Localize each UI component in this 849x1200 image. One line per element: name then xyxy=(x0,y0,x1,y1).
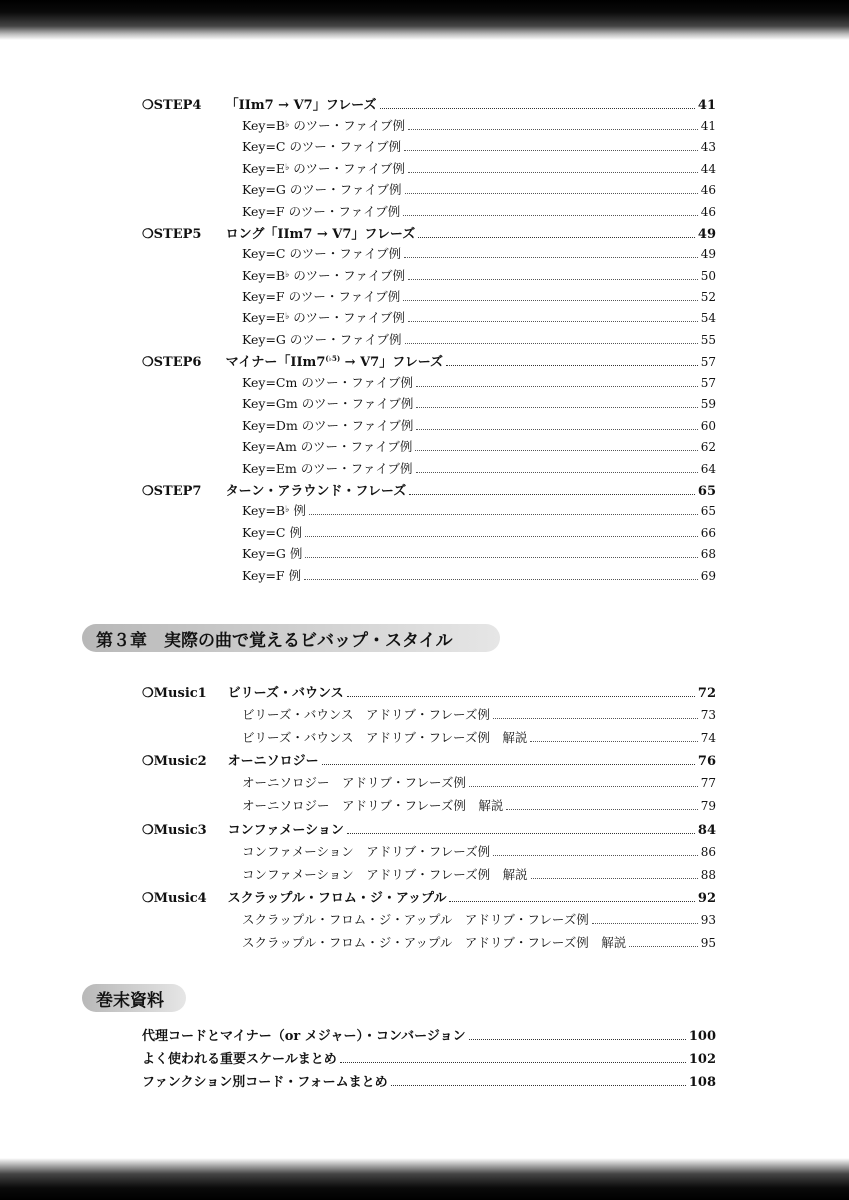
toc-subitem: コンファメーション アドリブ・フレーズ例 86 xyxy=(242,844,716,859)
dot-leader xyxy=(493,718,698,719)
toc-subitem: Key=C のツー・ファイブ例 49 xyxy=(242,246,716,261)
page-number: 55 xyxy=(700,333,716,347)
page-number: 46 xyxy=(700,183,716,197)
page-number: 102 xyxy=(688,1052,716,1067)
page-number: 50 xyxy=(700,269,716,283)
appendix-heading: 巻末資料 xyxy=(82,984,186,1012)
page-number: 49 xyxy=(697,227,716,242)
toc-subitem: Key=F のツー・ファイブ例 46 xyxy=(242,204,716,219)
toc-subitem: Key=Dm のツー・ファイブ例 60 xyxy=(242,418,716,433)
page-number: 41 xyxy=(697,98,716,113)
toc-subitem: Key=G のツー・ファイブ例 55 xyxy=(242,332,716,347)
chapter3-heading: 第３章 実際の曲で覚えるビバップ・スタイル xyxy=(82,624,500,652)
page-number: 68 xyxy=(700,547,716,561)
dot-leader xyxy=(416,472,698,473)
dot-leader xyxy=(405,193,698,194)
step-number: STEP5 xyxy=(153,227,202,242)
music4-heading: ❍Music4 スクラップル・フロム・ジ・アップル 92 xyxy=(142,891,716,906)
music-title: コンファメーション xyxy=(227,823,344,838)
toc-subitem: スクラップル・フロム・ジ・アップル アドリブ・フレーズ例 93 xyxy=(242,912,716,927)
step5-heading: ❍STEP5 ロング「IIm7 → V7」フレーズ 49 xyxy=(142,227,716,242)
dot-leader xyxy=(446,365,698,366)
page-number: 49 xyxy=(700,247,716,261)
dot-leader xyxy=(305,557,697,558)
dot-leader xyxy=(469,786,698,787)
page-number: 59 xyxy=(700,397,716,411)
dot-leader xyxy=(408,129,698,130)
music-title: オーニソロジー xyxy=(227,754,319,769)
step-title: ロング「IIm7 → V7」フレーズ xyxy=(225,227,416,242)
page-number: 65 xyxy=(697,484,716,499)
music1-heading: ❍Music1 ビリーズ・バウンス 72 xyxy=(142,686,716,701)
appendix-item: 代理コードとマイナー（or メジャー）・コンバージョン 100 xyxy=(142,1029,716,1044)
dot-leader xyxy=(403,215,698,216)
page-number: 69 xyxy=(700,569,716,583)
step-title: ターン・アラウンド・フレーズ xyxy=(225,484,407,499)
toc-subitem: Key=E♭ のツー・ファイブ例 44 xyxy=(242,161,716,176)
dot-leader xyxy=(416,429,697,430)
dot-leader xyxy=(530,741,697,742)
bottom-shadow-band xyxy=(0,1158,849,1200)
page-number: 62 xyxy=(700,440,716,454)
step-title: 「IIm7 → V7」フレーズ xyxy=(225,98,377,113)
page-number: 86 xyxy=(700,845,716,859)
page-number: 79 xyxy=(700,799,716,813)
toc-subitem: Key=G 例 68 xyxy=(242,546,716,561)
page-number: 66 xyxy=(700,526,716,540)
page-number: 64 xyxy=(700,462,716,476)
dot-leader xyxy=(309,514,698,515)
dot-leader xyxy=(304,579,698,580)
page-number: 60 xyxy=(700,419,716,433)
music-title: スクラップル・フロム・ジ・アップル xyxy=(227,891,447,906)
page-number: 54 xyxy=(700,311,716,325)
toc-subitem: Key=E♭ のツー・ファイブ例 54 xyxy=(242,310,716,325)
dot-leader xyxy=(418,237,695,238)
dot-leader xyxy=(531,878,698,879)
page-number: 41 xyxy=(700,119,716,133)
step7-heading: ❍STEP7 ターン・アラウンド・フレーズ 65 xyxy=(142,484,716,499)
page-number: 95 xyxy=(700,936,716,950)
toc-subitem: コンファメーション アドリブ・フレーズ例 解説 88 xyxy=(242,867,716,882)
page-number: 108 xyxy=(688,1075,716,1090)
appendix-item: ファンクション別コード・フォームまとめ 108 xyxy=(142,1075,716,1090)
page-number: 74 xyxy=(700,731,716,745)
toc-subitem: Key=Gm のツー・ファイブ例 59 xyxy=(242,396,716,411)
dot-leader xyxy=(416,386,698,387)
toc-subitem: オーニソロジー アドリブ・フレーズ例 77 xyxy=(242,775,716,790)
page-number: 57 xyxy=(700,355,716,369)
music2-heading: ❍Music2 オーニソロジー 76 xyxy=(142,754,716,769)
page-number: 43 xyxy=(700,140,716,154)
page-number: 57 xyxy=(700,376,716,390)
dot-leader xyxy=(592,923,698,924)
page-number: 44 xyxy=(700,162,716,176)
toc-subitem: ビリーズ・バウンス アドリブ・フレーズ例 解説 74 xyxy=(242,730,716,745)
page-number: 52 xyxy=(700,290,716,304)
dot-leader xyxy=(403,300,698,301)
toc-subitem: ビリーズ・バウンス アドリブ・フレーズ例 73 xyxy=(242,707,716,722)
step-number: STEP6 xyxy=(153,355,202,370)
music-number: Music2 xyxy=(153,754,207,769)
dot-leader xyxy=(404,150,698,151)
toc-subitem: Key=Am のツー・ファイブ例 62 xyxy=(242,439,716,454)
dot-leader xyxy=(409,494,695,495)
dot-leader xyxy=(416,407,697,408)
music-number: Music1 xyxy=(153,686,207,701)
page-number: 73 xyxy=(700,708,716,722)
page-number: 84 xyxy=(697,823,716,838)
step-title: マイナー「$IIm7^{(♭5)} \to V7$」フレーズ xyxy=(225,354,444,370)
page-number: 92 xyxy=(697,891,716,906)
toc-subitem: Key=G のツー・ファイブ例 46 xyxy=(242,182,716,197)
page-number: 93 xyxy=(700,913,716,927)
dot-leader xyxy=(405,343,698,344)
dot-leader xyxy=(493,855,698,856)
music-number: Music3 xyxy=(153,823,207,838)
step-number: STEP4 xyxy=(153,98,202,113)
page-number: 76 xyxy=(697,754,716,769)
toc-subitem: Key=C のツー・ファイブ例 43 xyxy=(242,139,716,154)
dot-leader xyxy=(380,108,695,109)
page-number: 77 xyxy=(700,776,716,790)
toc-subitem: Key=F 例 69 xyxy=(242,568,716,583)
music-title: ビリーズ・バウンス xyxy=(227,686,344,701)
toc-subitem: Key=Em のツー・ファイブ例 64 xyxy=(242,461,716,476)
music-number: Music4 xyxy=(153,891,207,906)
dot-leader xyxy=(449,901,694,902)
step4-heading: ❍STEP4 「IIm7 → V7」フレーズ 41 xyxy=(142,98,716,113)
dot-leader xyxy=(408,321,698,322)
page-number: 65 xyxy=(700,504,716,518)
toc-subitem: Key=F のツー・ファイブ例 52 xyxy=(242,289,716,304)
dot-leader xyxy=(347,833,695,834)
toc-subitem: Key=C 例 66 xyxy=(242,525,716,540)
top-shadow-band xyxy=(0,0,849,40)
toc-subitem: Key=Cm のツー・ファイブ例 57 xyxy=(242,375,716,390)
appendix-item: よく使われる重要スケールまとめ 102 xyxy=(142,1052,716,1067)
toc-subitem: Key=B♭ 例 65 xyxy=(242,503,716,518)
page-number: 72 xyxy=(697,686,716,701)
music3-heading: ❍Music3 コンファメーション 84 xyxy=(142,823,716,838)
dot-leader xyxy=(404,257,698,258)
dot-leader xyxy=(629,946,697,947)
dot-leader xyxy=(305,536,698,537)
page-number: 88 xyxy=(700,868,716,882)
dot-leader xyxy=(506,809,697,810)
page-number: 46 xyxy=(700,205,716,219)
toc-subitem: Key=B♭ のツー・ファイブ例 41 xyxy=(242,118,716,133)
dot-leader xyxy=(469,1039,686,1040)
dot-leader xyxy=(408,172,698,173)
toc-subitem: スクラップル・フロム・ジ・アップル アドリブ・フレーズ例 解説 95 xyxy=(242,935,716,950)
dot-leader xyxy=(408,279,698,280)
toc-subitem: オーニソロジー アドリブ・フレーズ例 解説 79 xyxy=(242,798,716,813)
dot-leader xyxy=(322,764,695,765)
page-number: 100 xyxy=(688,1029,716,1044)
dot-leader xyxy=(340,1062,686,1063)
step6-heading: ❍STEP6 マイナー「$IIm7^{(♭5)} \to V7$」フレーズ 57 xyxy=(142,354,716,370)
dot-leader xyxy=(391,1085,686,1086)
dot-leader xyxy=(347,696,695,697)
step-number: STEP7 xyxy=(153,484,202,499)
toc-subitem: Key=B♭ のツー・ファイブ例 50 xyxy=(242,268,716,283)
dot-leader xyxy=(415,450,697,451)
